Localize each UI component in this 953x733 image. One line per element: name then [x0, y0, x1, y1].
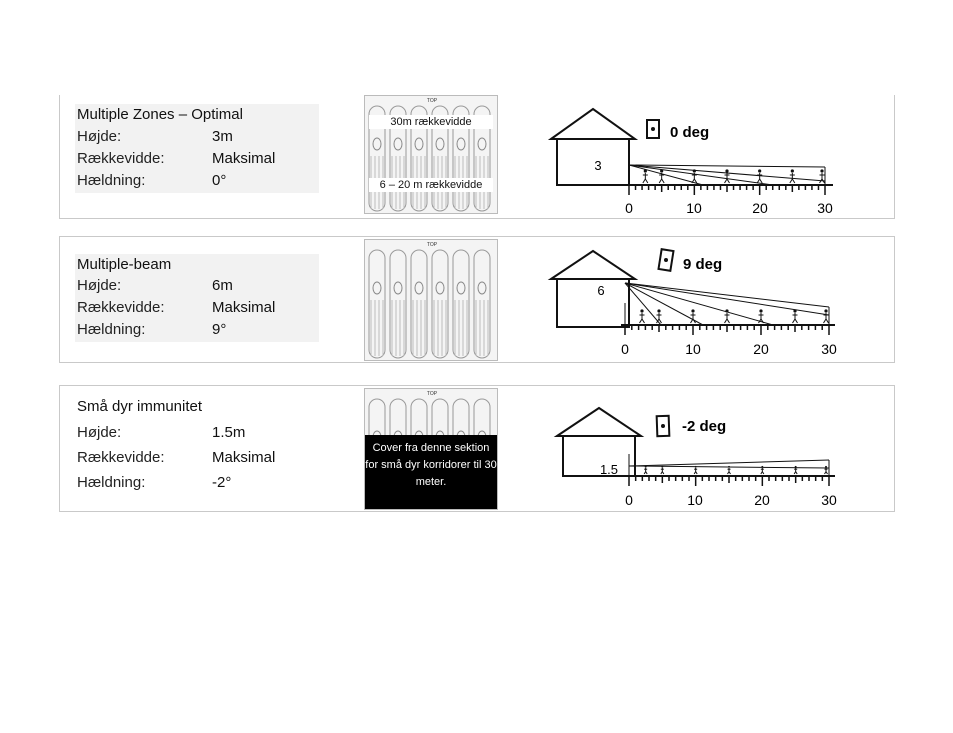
range-value: Maksimal [212, 150, 276, 167]
sensor-lens-icon [664, 258, 668, 262]
house-wall [557, 279, 629, 327]
pattern-zone [478, 138, 486, 150]
axis-tick-label: 10 [687, 492, 703, 508]
range-value: Maksimal [212, 299, 276, 316]
mode-card-multiple-beam [59, 236, 895, 363]
axis-tick-label: 30 [817, 200, 833, 216]
person-icon [643, 169, 648, 183]
pattern-top-tag: TOP [426, 98, 438, 104]
person-leg [725, 179, 728, 183]
person-icon [692, 169, 697, 183]
person-head [691, 309, 694, 312]
person-leg [790, 179, 793, 183]
person-leg [643, 179, 646, 183]
person-figures [640, 309, 829, 323]
pattern-zone [373, 282, 381, 294]
pattern-zone [394, 282, 402, 294]
axis-tick-label: 20 [753, 341, 769, 357]
person-head [725, 309, 728, 312]
person-icon [793, 309, 798, 323]
person-leg [645, 179, 648, 183]
range-label: Rækkevidde: [77, 449, 165, 466]
mount-height-label: 3 [594, 158, 602, 173]
person-head [761, 466, 763, 468]
height-label: Højde: [77, 277, 122, 294]
person-head [695, 466, 697, 468]
person-leg [762, 472, 764, 474]
tilt-label: Hældning: [77, 172, 146, 189]
pattern-zone [478, 282, 486, 294]
range-label: Rækkevidde: [77, 299, 165, 316]
person-head [791, 169, 794, 172]
mode-title: Multiple-beam [77, 256, 172, 273]
mode-card-small-animal-immunity [59, 385, 895, 512]
detection-pattern [364, 95, 498, 214]
person-icon [644, 466, 647, 474]
axis-tick-label: 0 [621, 341, 629, 357]
person-head [640, 309, 643, 312]
pattern-zone [415, 282, 423, 294]
person-icon [794, 466, 797, 474]
person-icon [824, 309, 829, 323]
height-value: 3m [212, 128, 233, 145]
tilt-angle-label: 9 deg [683, 256, 723, 273]
person-leg [826, 319, 829, 323]
person-leg [640, 319, 643, 323]
beam-line [625, 283, 661, 325]
sensor-lens-icon [651, 127, 655, 131]
person-leg [727, 179, 730, 183]
house-roof [557, 408, 641, 436]
beam-line [625, 283, 829, 307]
person-leg [757, 179, 760, 183]
sensor-lens-icon [661, 424, 665, 428]
person-leg [793, 319, 796, 323]
person-icon [691, 309, 696, 323]
person-head [657, 309, 660, 312]
mode-info-panel [75, 396, 319, 500]
person-leg [646, 472, 648, 474]
small-animal-note: Cover fra denne sektion for små dyr korridorer til 30 meter. [365, 435, 497, 509]
person-leg [727, 319, 730, 323]
person-head [660, 169, 663, 172]
person-leg [662, 179, 665, 183]
tilt-angle-label: -2 deg [682, 418, 727, 435]
height-label: Højde: [77, 128, 122, 145]
person-leg [826, 472, 828, 474]
height-value: 6m [212, 277, 233, 294]
pattern-zone [415, 138, 423, 150]
person-head [693, 169, 696, 172]
mount-diagram [543, 386, 893, 513]
axis-tick-label: 30 [821, 492, 837, 508]
mount-diagram [543, 237, 893, 364]
person-leg [696, 472, 698, 474]
person-leg [760, 179, 763, 183]
axis-tick-label: 0 [625, 200, 633, 216]
tilt-angle-label: 0 deg [670, 124, 710, 141]
person-head [795, 466, 797, 468]
axis-tick-label: 30 [821, 341, 837, 357]
mount-height-label: 1.5 [599, 462, 619, 477]
mode-info-panel [75, 254, 319, 342]
person-icon [659, 169, 664, 183]
person-icon [657, 309, 662, 323]
person-leg [662, 472, 664, 474]
house-wall [557, 139, 629, 185]
person-head [759, 309, 762, 312]
person-head [728, 466, 730, 468]
pattern-zone [394, 138, 402, 150]
mode-card-multiple-zones [59, 95, 895, 219]
person-head [824, 309, 827, 312]
pattern-top-label: 30m rækkevidde [369, 115, 493, 129]
person-head [825, 466, 827, 468]
tilt-value: -2° [212, 474, 232, 491]
person-head [793, 309, 796, 312]
person-icon [640, 309, 645, 323]
person-head [644, 169, 647, 172]
person-icon [790, 169, 795, 183]
person-icon [759, 309, 764, 323]
person-head [645, 466, 647, 468]
axis-tick-label: 0 [625, 492, 633, 508]
beam-line [629, 165, 825, 167]
house-roof [551, 251, 635, 279]
height-value: 1.5m [212, 424, 246, 441]
detection-pattern [364, 239, 498, 361]
pattern-zone [457, 138, 465, 150]
person-head [725, 169, 728, 172]
person-leg [642, 319, 645, 323]
pattern-graphic [365, 96, 498, 214]
person-leg [795, 319, 798, 323]
height-label: Højde: [77, 424, 122, 441]
person-head [661, 466, 663, 468]
tilt-value: 9° [212, 321, 227, 338]
person-leg [796, 472, 798, 474]
mode-title: Multiple Zones – Optimal [77, 106, 243, 123]
pattern-top-tag: TOP [426, 391, 438, 397]
person-leg [729, 472, 731, 474]
pattern-zone [436, 282, 444, 294]
person-head [758, 169, 761, 172]
beam-line [625, 283, 773, 325]
mount-diagram [543, 95, 893, 219]
axis-tick-label: 20 [752, 200, 768, 216]
person-icon [825, 466, 828, 474]
tilt-label: Hældning: [77, 321, 146, 338]
person-leg [659, 179, 662, 183]
person-leg [725, 319, 728, 323]
tilt-label: Hældning: [77, 474, 146, 491]
tilt-value: 0° [212, 172, 227, 189]
mode-info-panel [75, 104, 319, 193]
mount-height-label: 6 [597, 283, 605, 298]
beam-line [629, 460, 829, 466]
person-icon [725, 169, 730, 183]
axis-tick-label: 10 [685, 341, 701, 357]
pattern-zone [436, 138, 444, 150]
person-leg [691, 319, 694, 323]
person-leg [824, 319, 827, 323]
axis-tick-label: 10 [686, 200, 702, 216]
pattern-zone [373, 138, 381, 150]
pattern-bottom-label: 6 – 20 m rækkevidde [369, 178, 493, 192]
detection-pattern [364, 388, 498, 510]
pattern-graphic [365, 240, 498, 361]
person-head [820, 169, 823, 172]
person-icon [661, 466, 664, 474]
person-leg [792, 179, 795, 183]
range-value: Maksimal [212, 449, 276, 466]
axis-tick-label: 20 [754, 492, 770, 508]
pattern-top-tag: TOP [426, 242, 438, 248]
range-label: Rækkevidde: [77, 150, 165, 167]
mode-title: Små dyr immunitet [77, 398, 203, 415]
pattern-zone [457, 282, 465, 294]
house-roof [551, 109, 635, 139]
